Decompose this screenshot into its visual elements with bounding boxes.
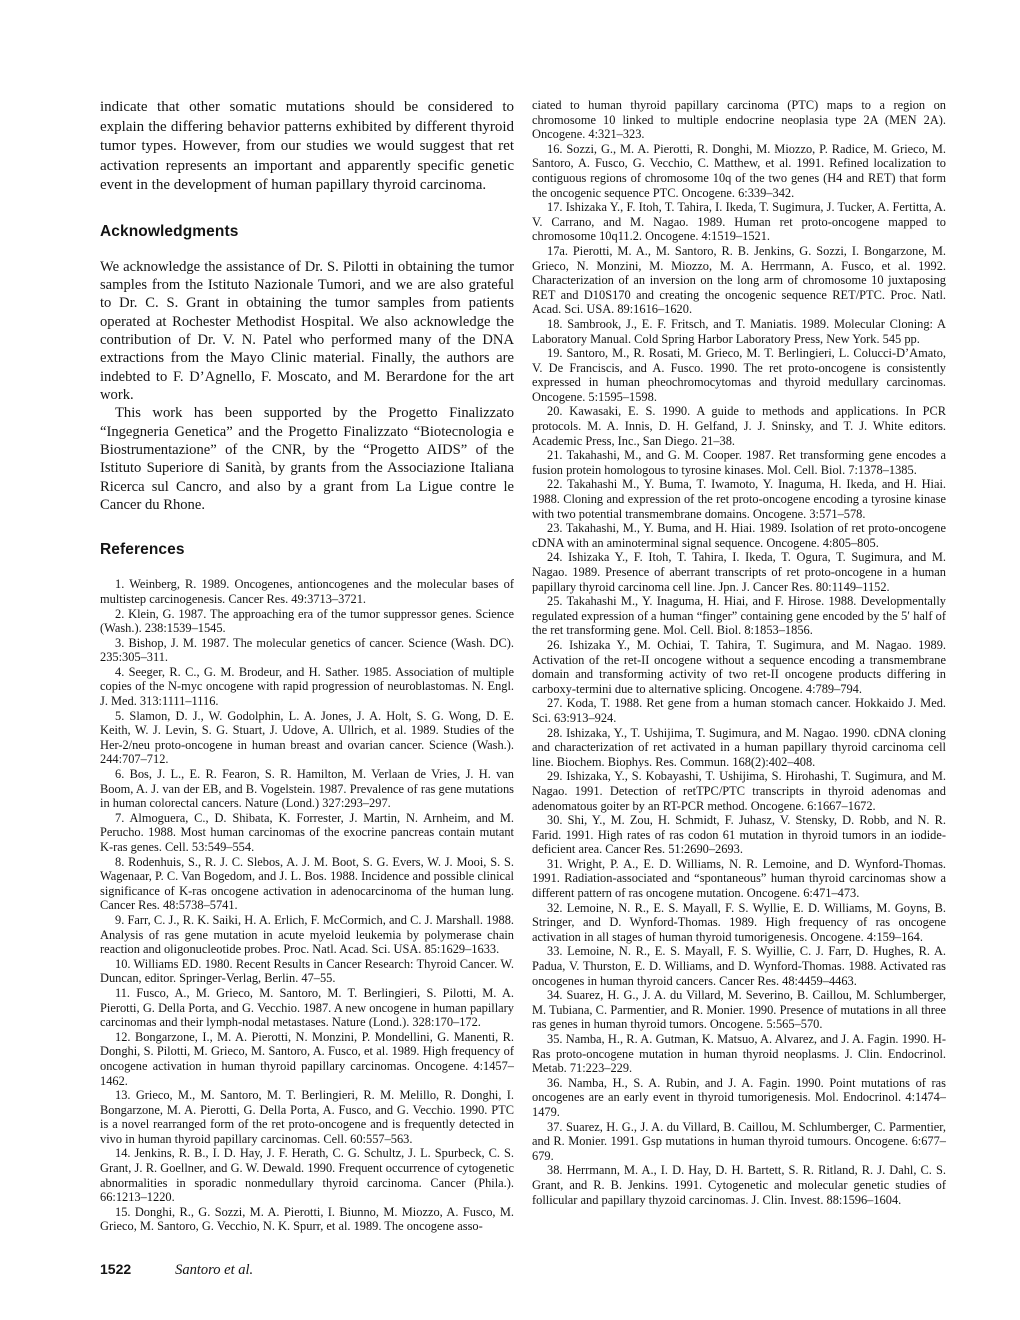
reference-item: 25. Takahashi M., Y. Inaguma, H. Hiai, and F. Hirose. 1988. Developmentally regulated expression of a human “finger” containing gene encoded by the 5′ half of the ret transforming gene. Mol. Cell. Biol. 8:1853–1856. xyxy=(532,594,946,638)
reference-item: 12. Bongarzone, I., M. A. Pierotti, N. Monzini, P. Mondellini, G. Manenti, R. Donghi, S. Pilotti, M. Grieco, M. Santoro, A. Fusco, et al. 1989. High frequency of oncogene activation in human thyroid papillary carcinomas. Oncogene. 4:1457–1462. xyxy=(100,1029,514,1088)
acknowledgments-paragraph-2: This work has been supported by the Progetto Finalizzato “Ingegneria Genetica” and the Progetto Finalizzato “Biotecnologia e Biostrumentazione” of the CNR, by the “Progetto AIDS” of the Istituto Superiore di Sanità, by grants from the Associazione Italiana Ricerca sul Cancro, and also by a grant from La Ligue contre le Cancer du Rhone. xyxy=(100,405,514,513)
reference-item-continuation: ciated to human thyroid papillary carcinoma (PTC) maps to a region on chromosome 10 linked to multiple endocrine neoplasia type 2A (MEN 2A). Oncogene. 4:321–323. xyxy=(532,98,946,142)
body-paragraph-continuation: indicate that other somatic mutations should be considered to explain the differing behavior patterns exhibited by different thyroid tumor types. However, from our studies we would suggest that ret activation represents an important and apparently specific genetic event in the development of human papillary thyroid carcinoma. xyxy=(100,99,514,193)
reference-item: 7. Almoguera, C., D. Shibata, K. Forrester, J. Martin, N. Arnheim, and M. Perucho. 1988. Most human carcinomas of the exocrine pancreas contain mutant K-ras genes. Cell. 53:549–554. xyxy=(100,810,514,854)
running-authors: Santoro et al. xyxy=(175,1262,254,1278)
reference-item: 2. Klein, G. 1987. The approaching era of the tumor suppressor genes. Science (Wash.). 238:1539–1545. xyxy=(100,606,514,636)
reference-item: 31. Wright, P. A., E. D. Williams, N. R. Lemoine, and D. Wynford-Thomas. 1991. Radiation-associated and “spontaneous” human thyroid carcinomas show a different pattern of ras oncogene mutation. Oncogene. 6:471–473. xyxy=(532,856,946,901)
reference-item: 21. Takahashi, M., and G. M. Cooper. 1987. Ret transforming gene encodes a fusion protein homologous to tyrosine kinases. Mol. Cell. Biol. 7:1378–1385. xyxy=(532,448,946,477)
acknowledgments-heading: Acknowledgments xyxy=(100,222,239,240)
reference-item: 29. Ishizaka, Y., S. Kobayashi, T. Ushijima, S. Hirohashi, T. Sugimura, and M. Nagao. 1991. Detection of retTPC/PTC transcripts in thyroid adenomas and adenomatous goiter by an RT-PCR method. Oncogene. 6:1667–1672. xyxy=(532,769,946,813)
reference-item: 26. Ishizaka Y., M. Ochiai, T. Tahira, T. Sugimura, and M. Nagao. 1989. Activation of the ret-II oncogene without a sequence encoding a transmembrane domain and transforming activity of two ret-II oncogene products differing in carboxy-termini due to alternative splicing. Oncogene. 4:789–794. xyxy=(532,637,946,696)
right-column xyxy=(532,98,946,1207)
reference-item: 37. Suarez, H. G., J. A. du Villard, B. Caillou, M. Schlumberger, C. Parmentier, and R. Monier. 1991. Gsp mutations in human thyroid tumours. Oncogene. 6:677–679. xyxy=(532,1119,946,1163)
reference-item: 17a. Pierotti, M. A., M. Santoro, R. B. Jenkins, G. Sozzi, I. Bongarzone, M. Grieco, N. Monzini, M. Miozzo, M. A. Herrmann, A. Fusco, et al. 1992. Characterization of an inversion on the long arm of chromosome 10 juxtaposing RET and D10S170 and creating the oncogenic sequence RET/PTC. Proc. Natl. Acad. Sci. USA. 89:1616–1620. xyxy=(532,243,946,317)
reference-item: 36. Namba, H., S. A. Rubin, and J. A. Fagin. 1990. Point mutations of ras oncogenes are an early event in thyroid tumorigenesis. Mol. Endocrinol. 4:1474–1479. xyxy=(532,1075,946,1119)
reference-item: 35. Namba, H., R. A. Gutman, K. Matsuo, A. Alvarez, and J. A. Fagin. 1990. H-Ras proto-oncogene mutation in human thyroid neoplasms. J. Clin. Endocrinol. Metab. 71:223–229. xyxy=(532,1032,946,1076)
left-column xyxy=(100,98,514,1234)
reference-item: 16. Sozzi, G., M. A. Pierotti, R. Donghi, M. Miozzo, P. Radice, M. Grieco, M. Santoro, A. Fusco, G. Vecchio, C. Matthew, et al. 1991. Refined localization to contiguous regions of chromosome 10q of the two genes (H4 and RET) that form the oncogenic sequence PTC. Oncogene. 6:339–342. xyxy=(532,141,946,200)
reference-item: 30. Shi, Y., M. Zou, H. Schmidt, F. Juhasz, V. Stensky, D. Robb, and N. R. Farid. 1991. High rates of ras codon 61 mutation in thyroid tumors in an iodide-deficient area. Cancer Res. 51:2690–2693. xyxy=(532,813,946,857)
references-list-right xyxy=(532,98,946,1207)
reference-item: 28. Ishizaka, Y., T. Ushijima, T. Sugimura, and M. Nagao. 1990. cDNA cloning and characterization of ret activated in a human papillary thyroid carcinoma cell line. Biochem. Biophys. Res. Commun. 168(2):402–408. xyxy=(532,725,946,769)
reference-item: 20. Kawasaki, E. S. 1990. A guide to methods and applications. In PCR protocols. M. A. Innis, D. H. Gelfand, J. J. Sninsky, and T. J. White editors. Academic Press, Inc., San Diego. 21–38. xyxy=(532,404,946,448)
reference-item: 1. Weinberg, R. 1989. Oncogenes, antioncogenes and the molecular bases of multistep carcinogenesis. Cancer Res. 49:3713–3721. xyxy=(100,577,514,606)
reference-item: 34. Suarez, H. G., J. A. du Villard, M. Severino, B. Caillou, M. Schlumberger, M. Tubiana, C. Parmentier, and R. Monier. 1990. Presence of mutations in all three ras genes in human thyroid tumors. Oncogene. 5:565–570. xyxy=(532,988,946,1032)
reference-item: 27. Koda, T. 1988. Ret gene from a human stomach cancer. Hokkaido J. Med. Sci. 63:913–924. xyxy=(532,696,946,725)
reference-item: 15. Donghi, R., G. Sozzi, M. A. Pierotti, I. Biunno, M. Miozzo, A. Fusco, M. Grieco, M. Santoro, G. Vecchio, N. K. Spurr, et al. 1989. The oncogene asso- xyxy=(100,1204,514,1234)
reference-item: 3. Bishop, J. M. 1987. The molecular genetics of cancer. Science (Wash. DC). 235:305–311. xyxy=(100,635,514,665)
reference-item: 19. Santoro, M., R. Rosati, M. Grieco, M. T. Berlingieri, L. Colucci-D’Amato, V. De Franciscis, and A. Fusco. 1990. The ret proto-oncogene is consistently expressed in human pheochromocytomas and thyroid medullary carcinomas. Oncogene. 5:1595–1598. xyxy=(532,346,946,404)
reference-item: 13. Grieco, M., M. Santoro, M. T. Berlingieri, R. M. Melillo, R. Donghi, I. Bongarzone, M. A. Pierotti, G. Della Porta, A. Fusco, and G. Vecchio. 1990. PTC is a novel rearranged form of the ret proto-oncogene and is frequently detected in vivo in human thyroid papillary carcinomas. Cell. 60:557–563. xyxy=(100,1088,514,1146)
reference-item: 6. Bos, J. L., E. R. Fearon, S. R. Hamilton, M. Verlaan de Vries, J. H. van Boom, A. J. van der EB, and B. Vogelstein. 1987. Prevalence of ras gene mutations in human colorectal cancers. Nature (Lond.) 327:293–297. xyxy=(100,767,514,811)
reference-item: 4. Seeger, R. C., G. M. Brodeur, and H. Sather. 1985. Association of multiple copies of the N-myc oncogene with rapid progression of neuroblastomas. N. Engl. J. Med. 313:1111–1116. xyxy=(100,664,514,709)
reference-item: 18. Sambrook, J., E. F. Fritsch, and T. Maniatis. 1989. Molecular Cloning: A Laboratory Manual. Cold Spring Harbor Laboratory Press, New York. 545 pp. xyxy=(532,316,946,346)
reference-item: 32. Lemoine, N. R., E. S. Mayall, F. S. Wyllie, E. D. Williams, M. Goyns, B. Stringer, and D. Wynford-Thomas. 1989. High frequency of ras oncogene activation in all stages of human thyroid tumorigenesis. Oncogene. 4:159–164. xyxy=(532,900,946,944)
page-number: 1522 xyxy=(100,1261,132,1277)
reference-item: 17. Ishizaka Y., F. Itoh, T. Tahira, I. Ikeda, T. Sugimura, J. Tucker, A. Fertitta, A. V. Carrano, and M. Nagao. 1989. Human ret proto-oncogene mapped to chromosome 10q11.2. Oncogene. 4:1519–1521. xyxy=(532,200,946,244)
acknowledgments-paragraph-1: We acknowledge the assistance of Dr. S. Pilotti in obtaining the tumor samples from the Istituto Nazionale Tumori, and we are also grateful to Dr. C. S. Grant in obtaining the tumor samples from patients operated at Rochester Methodist Hospital. We also acknowledge the contribution of Dr. V. N. Patel who performed many of the DNA extractions from the Mayo Clinic material. Finally, the authors are indebted to F. D’Agnello, F. Moscato, and M. Berardone for the art work. xyxy=(100,258,514,403)
reference-item: 24. Ishizaka Y., F. Itoh, T. Tahira, I. Ikeda, T. Ogura, T. Sugimura, and M. Nagao. 1989. Presence of aberrant transcripts of ret proto-oncogene in a human papillary thyroid carcinoma cell line. Jpn. J. Cancer Res. 80:1149–1152. xyxy=(532,550,946,594)
page-footer xyxy=(100,1261,253,1279)
reference-item: 5. Slamon, D. J., W. Godolphin, L. A. Jones, J. A. Holt, S. G. Wong, D. E. Keith, W. J. Levin, S. G. Stuart, J. Udove, A. Ullrich, et al. 1989. Studies of the Her-2/neu proto-oncogene in human breast and ovarian cancer. Science (Wash.). 244:707–712. xyxy=(100,708,514,767)
reference-item: 22. Takahashi M., Y. Buma, T. Iwamoto, Y. Inaguma, H. Ikeda, and H. Hiai. 1988. Cloning and expression of the ret proto-oncogene encoding a tyrosine kinase with two potential transmembrane domains. Oncogene. 3:571–578. xyxy=(532,477,946,521)
reference-item: 11. Fusco, A., M. Grieco, M. Santoro, M. T. Berlingieri, S. Pilotti, M. A. Pierotti, G. Della Porta, and G. Vecchio. 1987. A new oncogene in human papillary carcinomas and their lymph-nodal metastases. Nature (Lond.). 328:170–172. xyxy=(100,985,514,1030)
reference-item: 33. Lemoine, N. R., E. S. Mayall, F. S. Wyillie, C. J. Farr, D. Hughes, R. A. Padua, V. Thurston, E. D. Williams, and D. Wynford-Thomas. 1988. Activated ras oncogenes in human thyroid cancers. Cancer Res. 48:4459–4463. xyxy=(532,944,946,988)
reference-item: 14. Jenkins, R. B., I. D. Hay, J. F. Herath, C. G. Schultz, J. L. Spurbeck, C. S. Grant, J. R. Goellner, and G. W. Dewald. 1990. Frequent occurrence of cytogenetic abnormalities in sporadic nonmedullary thyroid carcinoma. Cancer (Phila.). 66:1213–1220. xyxy=(100,1146,514,1205)
references-heading: References xyxy=(100,541,185,559)
reference-item: 23. Takahashi, M., Y. Buma, and H. Hiai. 1989. Isolation of ret proto-oncogene cDNA with an aminoterminal signal sequence. Oncogene. 4:805–805. xyxy=(532,521,946,550)
references-list-left xyxy=(100,577,514,1234)
reference-item: 38. Herrmann, M. A., I. D. Hay, D. H. Bartett, S. R. Ritland, R. J. Dahl, C. S. Grant, and R. B. Jenkins. 1991. Cytogenetic and molecular genetic studies of follicular and papillary thyzoid carcinomas. J. Clin. Invest. 88:1596–1604. xyxy=(532,1163,946,1207)
reference-item: 10. Williams ED. 1980. Recent Results in Cancer Research: Thyroid Cancer. W. Duncan, editor. Springer-Verlag, Berlin. 47–55. xyxy=(100,956,514,986)
reference-item: 9. Farr, C. J., R. K. Saiki, H. A. Erlich, F. McCormich, and C. J. Marshall. 1988. Analysis of ras gene mutation in acute myeloid leukemia by polymerase chain reaction and oligonucleotide probes. Proc. Natl. Acad. Sci. USA. 85:1629–1633. xyxy=(100,912,514,957)
reference-item: 8. Rodenhuis, S., R. J. C. Slebos, A. J. M. Boot, S. G. Evers, W. J. Mooi, S. S. Wagenaar, P. C. Van Bogedom, and J. L. Bos. 1988. Incidence and possible clinical significance of K-ras oncogene activation in adenocarcinoma of the human lung. Cancer Res. 48:5738–5741. xyxy=(100,854,514,913)
